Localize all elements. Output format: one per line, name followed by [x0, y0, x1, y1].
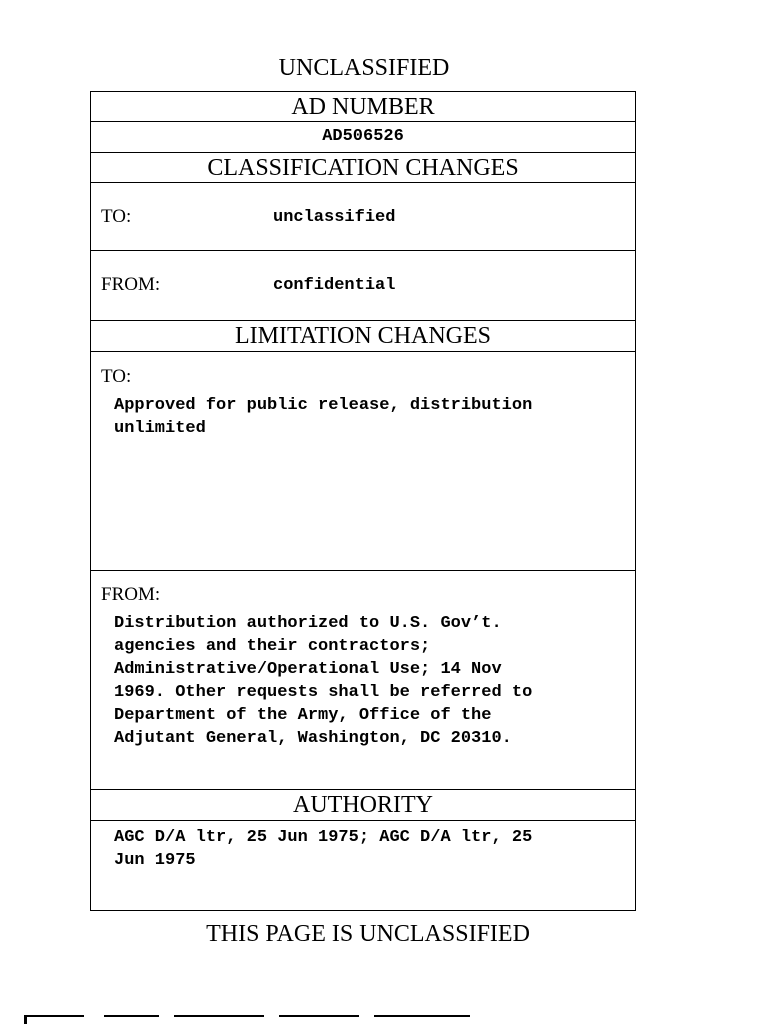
limitation-from-label: FROM:	[101, 584, 161, 605]
ad-number-value: AD506526	[91, 122, 635, 153]
limitation-changes-header: LIMITATION CHANGES	[91, 321, 635, 352]
classification-to-row	[91, 183, 635, 251]
classification-to-label: TO:	[101, 206, 132, 227]
authority-row	[91, 821, 635, 909]
classification-from-label: FROM:	[101, 274, 161, 295]
classification-from-row	[91, 251, 635, 321]
classification-changes-header: CLASSIFICATION CHANGES	[91, 153, 635, 183]
ad-number-header: AD NUMBER	[91, 92, 635, 122]
bottom-classification-notice: THIS PAGE IS UNCLASSIFIED	[206, 921, 530, 947]
limitation-to-row	[91, 352, 635, 571]
classification-to-value: unclassified	[273, 208, 396, 227]
limitation-from-text: Distribution authorized to U.S. Gov’t. agencies and their contractors; Administrative/Operational Use; 14 Nov 1969. Other requests shall be referred to Department of the Army, Office of the Adjutant General, Washington, DC 20310.	[114, 614, 533, 748]
top-classification-heading: UNCLASSIFIED	[278, 55, 450, 81]
authority-header: AUTHORITY	[91, 790, 635, 821]
classification-from-value: confidential	[273, 276, 396, 295]
scan-artifact-edge	[24, 1012, 470, 1024]
ad-form-table	[90, 91, 636, 911]
limitation-to-label: TO:	[101, 366, 132, 387]
limitation-to-text: Approved for public release, distribution unlimited	[114, 396, 533, 438]
limitation-from-row	[91, 571, 635, 790]
authority-text: AGC D/A ltr, 25 Jun 1975; AGC D/A ltr, 25 Jun 1975	[114, 828, 533, 870]
